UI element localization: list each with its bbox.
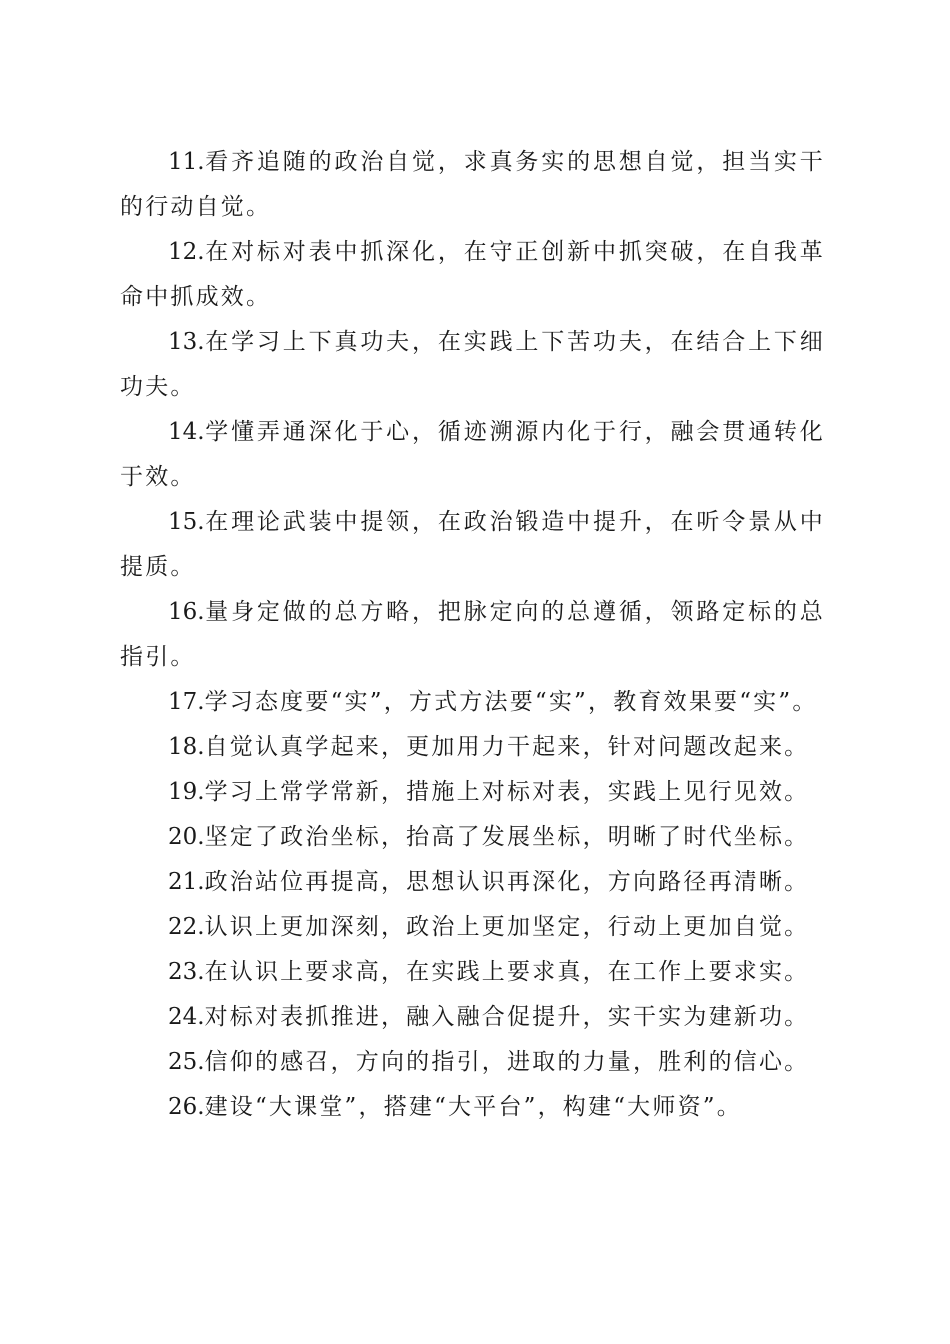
item-text: 在对标对表中抓深化，在守正创新中抓突破，在自我革命中抓成效。	[120, 239, 825, 310]
item-text: 在理论武装中提领，在政治锻造中提升，在听令景从中提质。	[120, 509, 825, 580]
list-item	[120, 905, 825, 950]
list-item	[120, 590, 825, 680]
item-number: 16.	[168, 599, 205, 625]
list-item	[120, 725, 825, 770]
item-number: 25.	[168, 1049, 205, 1075]
item-number: 11.	[168, 149, 205, 175]
item-text: 学习态度要“实”，方式方法要“实”，教育效果要“实”。	[204, 689, 818, 715]
item-text: 量身定做的总方略，把脉定向的总遵循，领路定标的总指引。	[120, 599, 825, 670]
list-item	[120, 320, 825, 410]
item-number: 26.	[168, 1094, 205, 1120]
list-item	[120, 950, 825, 995]
item-text: 信仰的感召，方向的指引，进取的力量，胜利的信心。	[204, 1049, 810, 1075]
item-text: 在认识上要求高，在实践上要求真，在工作上要求实。	[204, 959, 810, 985]
item-number: 23.	[168, 959, 205, 985]
item-text: 看齐追随的政治自觉，求真务实的思想自觉，担当实干的行动自觉。	[120, 149, 825, 220]
item-number: 21.	[168, 869, 205, 895]
item-text: 学习上常学常新，措施上对标对表，实践上见行见效。	[204, 779, 810, 805]
item-text: 坚定了政治坐标，抬高了发展坐标，明晰了时代坐标。	[204, 824, 810, 850]
item-text: 认识上更加深刻，政治上更加坚定，行动上更加自觉。	[204, 914, 810, 940]
list-item	[120, 230, 825, 320]
list-item	[120, 815, 825, 860]
item-number: 24.	[168, 1004, 205, 1030]
list-item	[120, 140, 825, 230]
item-number: 13.	[168, 329, 205, 355]
item-text: 政治站位再提高，思想认识再深化，方向路径再清晰。	[204, 869, 810, 895]
list-item	[120, 1085, 825, 1130]
list-item	[120, 860, 825, 905]
item-number: 15.	[168, 509, 205, 535]
item-number: 19.	[168, 779, 205, 805]
list-item	[120, 410, 825, 500]
item-number: 18.	[168, 734, 205, 760]
item-number: 20.	[168, 824, 205, 850]
list-item	[120, 680, 825, 725]
item-number: 22.	[168, 914, 205, 940]
item-text: 对标对表抓推进，融入融合促提升，实干实为建新功。	[204, 1004, 810, 1030]
item-text: 自觉认真学起来，更加用力干起来，针对问题改起来。	[204, 734, 810, 760]
list-item	[120, 770, 825, 815]
item-list	[120, 140, 825, 1130]
list-item	[120, 500, 825, 590]
item-number: 12.	[168, 239, 205, 265]
item-text: 在学习上下真功夫，在实践上下苦功夫，在结合上下细功夫。	[120, 329, 825, 400]
list-item	[120, 995, 825, 1040]
list-item	[120, 1040, 825, 1085]
item-text: 建设“大课堂”，搭建“大平台”，构建“大师资”。	[204, 1094, 742, 1120]
item-text: 学懂弄通深化于心，循迹溯源内化于行，融会贯通转化于效。	[120, 419, 825, 490]
item-number: 17.	[168, 689, 205, 715]
item-number: 14.	[168, 419, 205, 445]
